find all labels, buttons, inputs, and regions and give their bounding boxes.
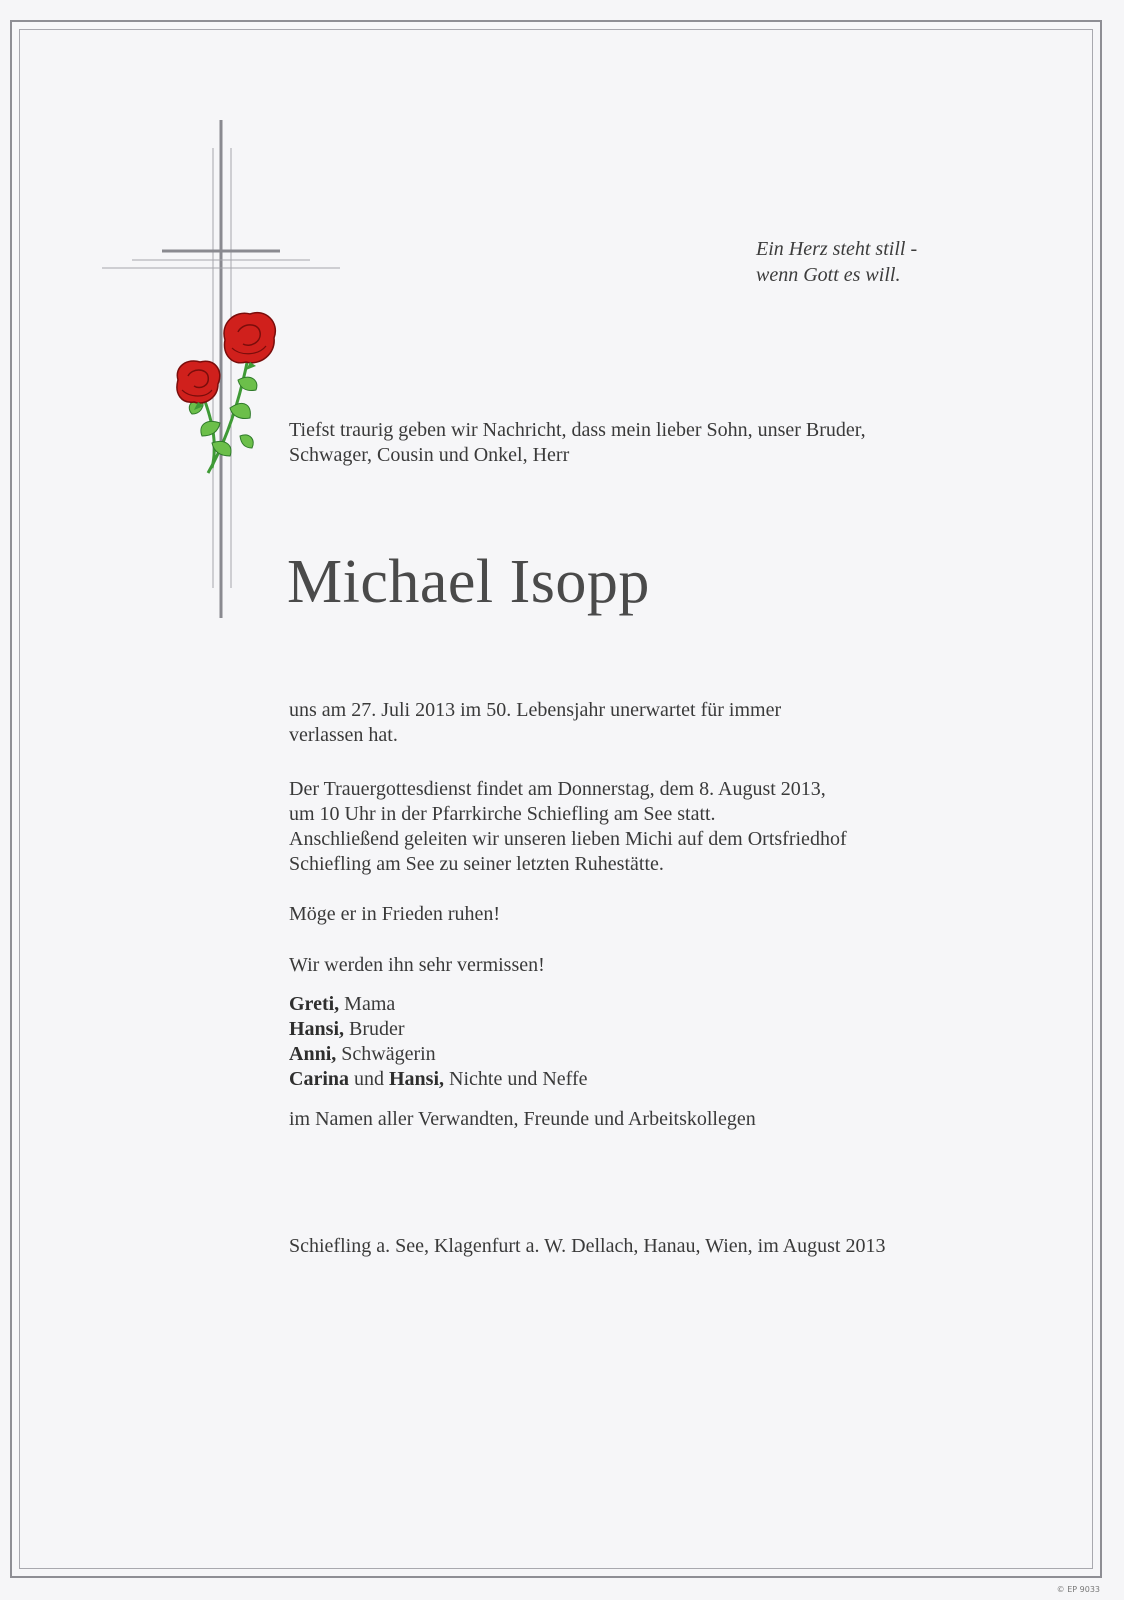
family-joiner: und — [349, 1068, 389, 1090]
print-stamp: © EP 9033 — [1056, 1585, 1100, 1594]
motto-line: wenn Gott es will. — [756, 264, 901, 286]
motto-line: Ein Herz steht still - — [756, 238, 918, 260]
intro-line: Schwager, Cousin und Onkel, Herr — [289, 444, 570, 466]
family-member-relation: Mama — [339, 993, 396, 1015]
death-line: uns am 27. Juli 2013 im 50. Lebensjahr unerwartet für immer — [289, 699, 782, 721]
family-member — [289, 1067, 588, 1092]
family-member-name: Greti, — [289, 993, 340, 1015]
rose-icon — [224, 313, 275, 370]
family-member-name: Hansi, — [389, 1068, 445, 1090]
intro-paragraph — [289, 418, 866, 468]
deceased-name: Michael Isopp — [287, 548, 650, 616]
behalf-line: im Namen aller Verwandten, Freunde und Arbeitskollegen — [289, 1108, 756, 1130]
rest-in-peace-line: Möge er in Frieden ruhen! — [289, 903, 501, 925]
service-line: Der Trauergottesdienst findet am Donnerstag, dem 8. August 2013, — [289, 778, 826, 800]
service-paragraph — [289, 777, 847, 877]
service-line: Schiefling am See zu seiner letzten Ruhestätte. — [289, 853, 664, 875]
we-will-miss-line: Wir werden ihn sehr vermissen! — [289, 954, 545, 976]
intro-line: Tiefst traurig geben wir Nachricht, dass mein lieber Sohn, unser Bruder, — [289, 419, 866, 441]
family-member — [289, 992, 588, 1017]
death-paragraph — [289, 698, 781, 748]
family-list — [289, 992, 588, 1092]
place-date-line: Schiefling a. See, Klagenfurt a. W. Dellach, Hanau, Wien, im August 2013 — [289, 1235, 886, 1257]
death-line: verlassen hat. — [289, 724, 398, 746]
family-member-relation: Nichte und Neffe — [444, 1068, 588, 1090]
family-member-name: Anni, — [289, 1043, 337, 1065]
family-member-relation: Schwägerin — [336, 1043, 436, 1065]
family-member-name: Hansi, — [289, 1018, 345, 1040]
family-member-relation: Bruder — [344, 1018, 405, 1040]
family-member-name: Carina — [289, 1068, 349, 1090]
service-line: um 10 Uhr in der Pfarrkirche Schiefling am See statt. — [289, 803, 716, 825]
motto-quote — [756, 236, 917, 288]
service-line: Anschließend geleiten wir unseren lieben Michi auf dem Ortsfriedhof — [289, 828, 847, 850]
family-member — [289, 1017, 588, 1042]
family-member — [289, 1042, 588, 1067]
